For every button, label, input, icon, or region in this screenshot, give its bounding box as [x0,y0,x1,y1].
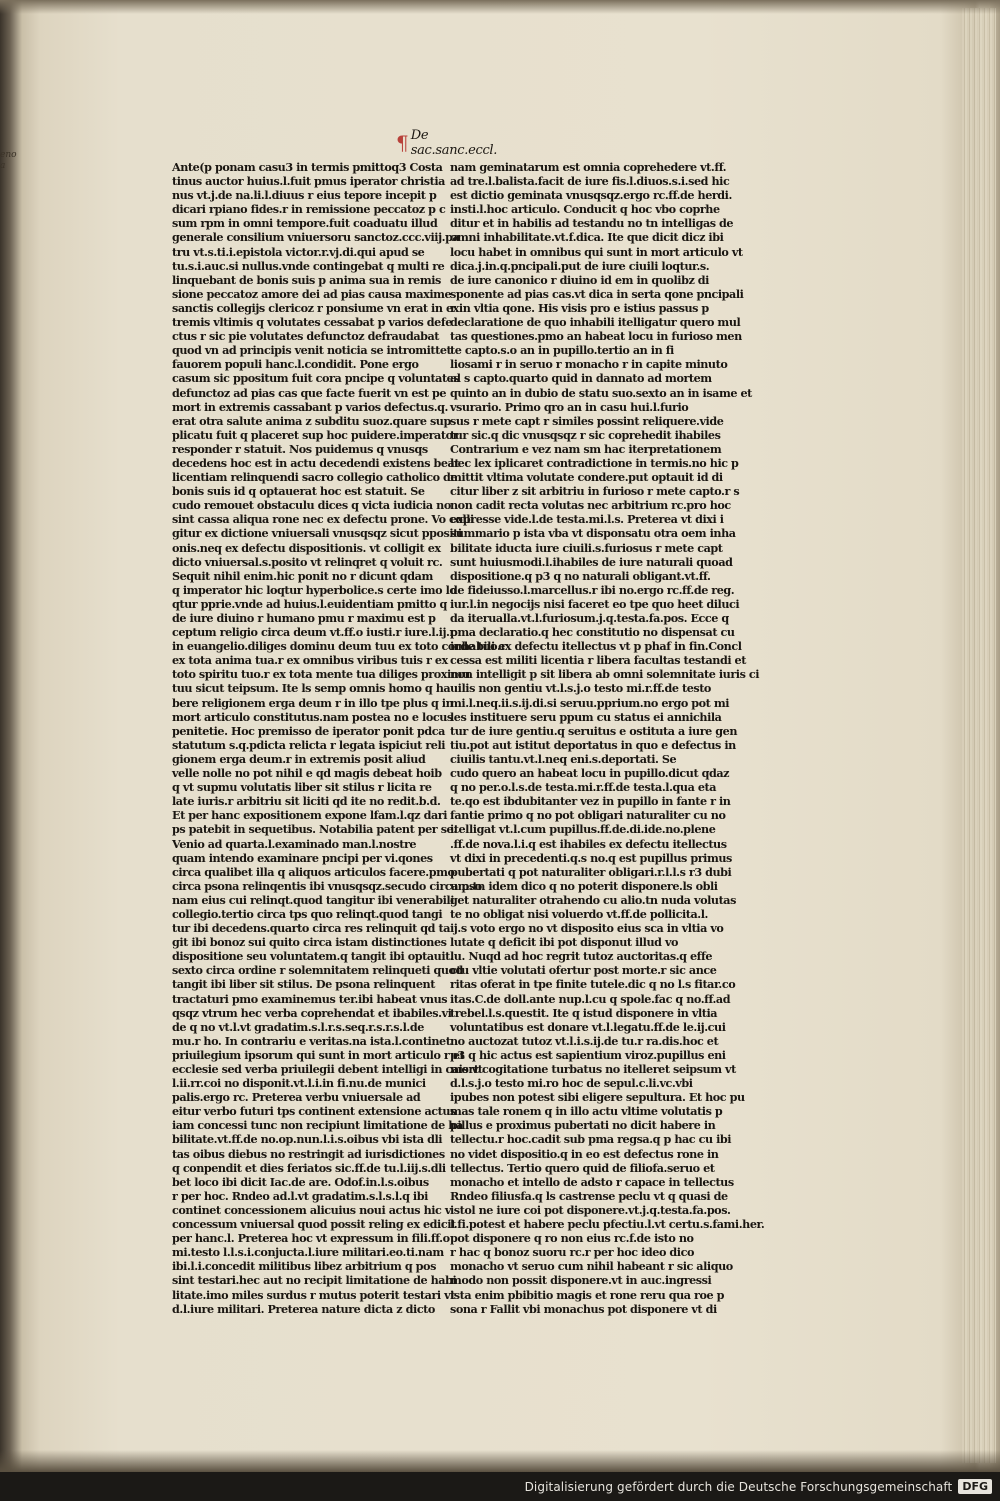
text-line: les instituere seru ppum cu status ei annichila [450,709,722,724]
text-line: ex tota anima tua.r ex omnibus viribus tuis r ex [172,653,448,668]
text-line: dispositione.q p3 q no naturali obligant.vt.ff. [450,568,711,583]
text-line: dica.j.in.q.pncipali.put de iure ciuili loqtur.s. [450,258,710,273]
text-line: statutum s.q.pdicta relicta r legata ispiciut reli [172,737,446,752]
text-line: omni inhabilitate.vt.f.dica. Ite que dicit dicz ibi [450,230,724,245]
left-text-column [172,160,506,1420]
text-line: circa psona relinqentis ibi vnusqsqz.secudo circa pso [172,878,482,893]
text-line: inhabili ex defectu itellectus vt p phaf in fin.Concl [450,639,742,654]
text-line: ad tre.l.balista.facit de iure fis.l.diuos.s.i.sed hic [450,174,730,189]
text-line: de iure canonico r diuino id em in quolibz di [450,272,709,287]
text-line: bilitate iducta iure ciuili.s.furiosus r mete capt [450,540,723,555]
text-line: tru vt.s.ti.i.epistola victor.r.vj.di.qui apud se [172,244,425,259]
text-line: um.tn idem dico q no poterit disponere.ls obli [450,878,718,893]
text-line: locu habet in omnibus qui sunt in mort articulo vt [450,244,743,259]
text-line: tur de iure gentiu.q seruitus e ostituta a iure gen [450,723,738,738]
text-line: fantie primo q no pot obligari naturaliter cu no [450,808,726,823]
text-line: nam geminatarum est omnia coprehedere vt.ff. [450,160,727,174]
text-line: casum sic ppositum fuit cora pncipe q voluntates [172,371,460,386]
text-line: tremis vltimis q volutates cessabat p varios defe [172,315,452,330]
text-line: pillus e proximus pubertati no dicit habere in [450,1118,716,1133]
page-fore-edge [962,8,996,1463]
text-line: litate.imo miles surdus r mutus poterit testari vt [172,1287,455,1302]
text-line: ipubes non potest sibi eligere sepultura. Et hoc pu [450,1090,745,1105]
text-line: bilitate.vt.ff.de no.op.nun.l.i.s.oibus vbi ista dli [172,1132,443,1147]
text-line: modo non possit disponere.vt in auc.ingressi [450,1273,712,1288]
text-line: itas.C.de doll.ante nup.l.cu q spole.fac q no.ff.ad [450,991,731,1006]
text-line: get naturaliter otrahendo cu alio.tn nuda volutas [450,892,736,907]
text-line: circa qualibet illa q aliquos articulos facere.pmo [172,864,455,879]
text-line: tas questiones.pmo an habeat locu in furioso men [450,329,742,344]
text-line: Ante(p ponam casu3 in termis pmittoq3 Costa [172,160,443,174]
text-line: sexto circa ordine r solemnitatem relinqueti quod [172,963,463,978]
running-head-text: De sac.sanc.eccl. [410,128,498,158]
text-line: per hanc.l. Preterea hoc vt expressum in fili.ff.o [172,1231,450,1246]
text-line: est dictio geminata vnusqsqz.ergo rc.ff.de herdi. [450,188,732,203]
text-line: non intelligit p sit libera ab omni solemnitate iuris ci [450,667,760,682]
text-line: priuilegium ipsorum qui sunt in mort articulo r et [172,1047,465,1062]
text-line: p3 q hic actus est sapientium viroz.pupillus eni [450,1047,726,1062]
text-line: sanctis collegijs clericoz r ponsiume vn erat in ex [172,300,459,315]
text-line: generale consilium vniuersoru sanctoz.ccc.viij.pa [172,230,460,245]
text-line: lutate q deficit ibi pot disponut illud vo [450,935,679,950]
text-line: tractaturi pmo examinemus ter.ibi habeat vnus [172,991,448,1006]
text-line: te capto.s.o an in pupillo.tertio an in fi [450,343,674,358]
text-line: ceptum religio circa deum vt.ff.o iusti.r iure.l.ij.r [172,625,455,640]
text-line: q imperator hic loqtur hyperbolice.s certe imo lo [172,582,457,597]
text-line: sint testari.hec aut no recipit limitatione de habi [172,1273,457,1288]
text-line: concessum vniuersal quod possit reling ex edicit [172,1217,456,1232]
text-line: Sequit nihil enim.hic ponit no r dicunt qdam [172,568,433,583]
text-line: mi.l.neq.ii.s.ij.di.si seruu.pprium.no ergo pot mi [450,695,730,710]
dfg-logo: DFG [958,1479,992,1494]
text-line: ctus r sic pie volutates defunctoz defraudabat [172,329,440,344]
text-line: tinus auctor huius.l.fuit pmus iperator christia [172,174,445,189]
text-line: de iure diuino r humano pmu r maximu est p [172,611,436,625]
text-line: Venio ad quarta.l.examinado man.l.nostre [172,836,417,851]
text-line: nus vt.j.de na.li.l.diuus r eius tepore incepit p [172,188,437,203]
text-line: gitur ex dictione vniuersali vnusqsqz sicut ppositi [172,526,462,541]
text-line: tuu sicut teipsum. Ite ls semp omnis homo q ha [172,681,451,696]
text-line: q conpendit et dies feriatos sic.ff.de tu.l.iij.s.dli [172,1160,446,1175]
text-line: penitetie. Hoc premisso de iperator ponit pdca [172,723,445,738]
text-line: mort cogitatione turbatus no itelleret seipsum vt [450,1062,736,1076]
text-line: al s capto.quarto quid in dannato ad mortem [450,371,712,386]
text-line: sona r Fallit vbi monachus pot disponere vt di [450,1301,717,1316]
text-line: continet concessionem alicuius noui actus hic v [172,1202,451,1217]
text-line: sum rpm in omni tempore.fuit coaduatu illud [172,216,438,231]
text-line: qsqz vtrum hec verba coprehendat et ibabiles.vi [172,1005,452,1020]
text-line: ritas oferat in tpe finite tutele.dic q no l.s fitar.co [450,977,736,992]
text-line: mi.testo l.l.s.i.conjucta.l.iure militari.eo.ti.nam [172,1245,444,1260]
text-line: ibi.l.i.concedit militibus libez arbitrium q pos [172,1259,436,1274]
text-line: bet loco ibi dicit Iac.de are. Odof.in.l.s.oibus [172,1174,429,1189]
text-line: .ff.de nova.l.i.q est ihabiles ex defectu itellectus [450,836,727,851]
text-line: ditur et in habilis ad testandu no tn intelligas de [450,216,734,231]
text-line: mort in extremis cassabant p varios defectus.q. [172,399,448,414]
gutter-margin-note: eno a [0,150,17,171]
text-line: decedens hoc est in actu decedendi existens beat [172,455,460,470]
text-line: ecclesie sed verba priuilegii debent intelligi in cais vt [172,1062,483,1076]
text-line: voluntatibus est donare vt.l.legatu.ff.de le.ij.cui [450,1019,726,1034]
text-line: sione peccatoz amore dei ad pias causa maxime [172,286,452,301]
text-line: defunctoz ad pias cas que facte fuerit vn est pe [172,385,447,400]
text-line: late iuris.r arbitriu sit liciti qd ite no redit.b.d. [172,794,441,809]
text-line: Rndeo filiusfa.q ls castrense peclu vt q quasi de [450,1188,728,1203]
right-text-column [450,160,765,1420]
text-line: erat otra salute anima z subditu suoz.quare sup [172,413,451,428]
text-line: cudo remouet obstaculu dices q victa iudicia no [172,498,451,513]
text-line: vsurario. Primo qro an in casu hui.l.furio [450,399,689,414]
text-line: responder r statuit. Nos puidemus q vnusqs [172,441,428,456]
text-line: iur.l.in negocijs nisi faceret eo tpe quo heet diluci [450,596,740,611]
text-line: dicari rpiano fides.r in remissione peccatoz p c [172,202,446,217]
text-line: cudo quero an habeat locu in pupillo.dicut qdaz [450,766,730,781]
text-line: hec lex iplicaret contradictione in termis.no hic p [450,455,739,470]
running-head [396,128,516,158]
text-line: q vt supmu volutatis liber sit stilus r licita re [172,780,432,795]
text-line: liosami r in seruo r monacho r in capite minuto [450,357,728,372]
text-line: pot disponere q ro non eius rc.f.de isto no [450,1231,694,1246]
text-line: quam intendo examinare pncipi per vi.qones [172,850,433,865]
text-line: velle nolle no pot nihil e qd magis debeat hoib [172,766,442,781]
text-line: Et per hanc expositionem expone lfam.l.qz dari [172,808,448,823]
text-line: citur liber z sit arbitriu in furioso r mete capto.r s [450,484,740,499]
text-line: no auctozat tutoz vt.l.i.s.ij.de tu.r ra.dis.hoc et [450,1033,719,1048]
text-line: declaratione de quo inhabili itelligatur quero mul [450,315,741,330]
text-line: mu.r ho. In contrariu e veritas.na ista.l.continet [172,1033,451,1048]
text-line: pma declaratio.q hec constitutio no dispensat cu [450,625,735,640]
text-line: mort articulo constitutus.nam postea no e locus [172,709,453,724]
text-line: mittit vltima volutate condere.put optauit id di [450,470,723,485]
text-line: plicatu fuit q placeret sup hoc puidere.imperator [172,427,459,442]
text-line: r hac q bonoz suoru rc.r per hoc ideo dico [450,1245,694,1260]
text-line: te.qo est ibdubitanter vez in pupillo in fante r in [450,794,731,809]
text-line: bere religionem erga deum r in illo tpe plus q in [172,695,454,710]
text-line: expresse vide.l.de testa.mi.l.s. Preterea vt dixi i [450,512,724,527]
text-line: monacho et intello de adsto r capace in tellectus [450,1174,734,1189]
text-line: de fideiusso.l.marcellus.r ibi no.ergo rc.ff.de reg. [450,582,735,597]
text-line: ctu vltie volutati ofertur post morte.r sic ance [450,963,717,978]
page-top-shadow [0,0,1000,14]
text-line: tur sic.q dic vnusqsqz r sic coprehedit ihabiles [450,427,721,442]
text-line: dispositione seu voluntatem.q tangit ibi optauit. [172,949,454,964]
text-line: sponente ad pias cas.vt dica in serta qone pncipali [450,286,744,301]
text-line: d.l.s.j.o testo mi.ro hoc de sepul.c.li.vc.vbi [450,1076,693,1091]
text-line: fauorem populi hanc.l.condidit. Pone ergo [172,357,419,372]
text-line: nam eius cui relinqt.quod tangitur ibi venerabili [172,892,455,907]
text-line: sus r mete capt r similes possint reliquere.vide [450,413,724,428]
text-line: lu. Nuqd ad hoc regrit tutoz auctoritas.q effe [450,949,713,964]
text-line: sunt huiusmodi.l.ihabiles de iure naturali quoad [450,554,733,569]
text-line: de q no vt.l.vt gradatim.s.l.r.s.seq.r.s.r.s.l.de [172,1019,424,1034]
text-line: ciuilis tantu.vt.l.neq eni.s.deportati. Se [450,751,677,766]
text-line: ps patebit in sequetibus. Notabilia patent per se. [172,822,457,837]
text-line: tiu.pot aut istitut deportatus in quo e defectus in [450,737,736,752]
text-line: qtur pprie.vnde ad huius.l.euidentiam pmitto q [172,596,447,611]
text-line: ista enim pbibitio magis et rone reru qua roe p [450,1287,724,1302]
text-line: git ibi bonoz sui quito circa istam distinctiones [172,935,447,950]
text-line: tur ibi decedens.quarto circa res relinquit qd ta [172,921,451,936]
text-line: d.l.iure militari. Preterea nature dicta z dicto [172,1301,435,1316]
text-line: trebel.l.s.questit. Ite q istud disponere in vltia [450,1005,718,1020]
text-line: summario p ista vba vt disponsatu otra oem inha [450,526,736,541]
footer-bar [0,1472,1000,1501]
text-line: r per hoc. Rndeo ad.l.vt gradatim.s.l.s.l.q ibi [172,1188,428,1203]
text-line: licentiam relinquendi sacro collegio catholico de [172,470,458,485]
text-line: mas tale ronem q in illo actu vltime volutatis p [450,1104,723,1119]
text-line: l.fi.potest et habere peclu pfectiu.l.vt certu.s.fami.her. [450,1217,765,1232]
pilcrow-icon: ¶ [396,131,409,155]
text-line: gionem erga deum.r in extremis posit aliud [172,751,426,766]
text-line: onis.neq ex defectu dispositionis. vt colligit ex [172,540,441,555]
text-line: quod vn ad principis venit noticia se intromittet [172,343,452,358]
text-line: tas oibus diebus no restringit ad iurisdictiones [172,1146,445,1161]
text-line: uilis non gentiu vt.l.s.j.o testo mi.r.ff.de testo [450,681,711,696]
text-line: l.ii.rr.coi no disponit.vt.l.i.in fi.nu.de munici [172,1076,426,1091]
text-line: istol ne iure coi pot disponere.vt.j.q.testa.fa.pos. [450,1202,731,1217]
text-line: in euangelio.diliges dominu deum tuu ex toto corde tuo.r [172,639,506,654]
text-line: no videt dispositio.q in eo est defectus rone in [450,1146,719,1161]
text-line: quinto an in dubio de statu suo.sexto an in isame et [450,385,752,400]
text-line: tu.s.i.auc.si nullus.vnde contingebat q multi re [172,258,445,273]
text-line: dicto vniuersal.s.posito vt relinqret q voluit rc. [172,554,443,569]
text-line: collegio.tertio circa tps quo relinqt.quod tangi [172,906,443,921]
text-line: tellectus. Tertio quero quid de filiofa.seruo et [450,1160,715,1175]
text-line: cessa est militi licentia r libera facultas testandi et [450,653,746,668]
text-line: da iterualla.vt.l.furiosum.j.q.testa.fa.pos. Ecce q [450,611,729,625]
text-line: toto spiritu tuo.r ex tota mente tua diliges proximu [172,667,470,682]
text-line: linquebant de bonis suis p anima sua in remis [172,272,441,287]
text-line: te no obligat nisi voluerdo vt.ff.de pollicita.l. [450,906,708,921]
text-line: insti.l.hoc articulo. Conducit q hoc vbo coprhe [450,202,720,217]
text-line: r in vltia qone. His visis pro e istius passus p [450,300,709,315]
text-line: tellectu.r hoc.cadit sub pma regsa.q p hac cu ibi [450,1132,732,1147]
text-line: non cadit recta volutas nec arbitrium rc.pro hoc [450,498,731,513]
text-line: vt dixi in precedenti.q.s no.q est pupillus primus [450,850,732,865]
text-line: iam concessi tunc non recipiunt limitatione de ha [172,1118,463,1133]
text-line: ij.s voto ergo no vt disposito eius sca in vltia vo [450,921,724,936]
text-line: itelligat vt.l.cum pupillus.ff.de.di.ide.no.plene [450,822,716,837]
text-line: monacho vt seruo cum nihil habeant r sic aliquo [450,1259,733,1274]
text-line: Contrarium e vez nam sm hac iterpretationem [450,441,722,456]
text-line: palis.ergo rc. Preterea verbu vniuersale ad [172,1090,421,1105]
text-line: pubertati q pot naturaliter obligari.r.l.l.s r3 dubi [450,864,732,879]
text-line: eitur verbo futuri tps continent extensione actus [172,1104,456,1119]
text-line: q no per.o.l.s.de testa.mi.r.ff.de testa.l.qua eta [450,780,717,795]
text-line: tangit ibi liber sit stilus. De psona relinquent [172,977,435,992]
footer-credit: Digitalisierung gefördert durch die Deutsche Forschungsgemeinschaft [524,1479,953,1494]
text-line: bonis suis id q optauerat hoc est statuit. Se [172,484,425,499]
text-line: sint cassa aliqua rone nec ex defectu prone. Vo colli [172,512,474,527]
page-bottom-shadow [0,1450,1000,1472]
